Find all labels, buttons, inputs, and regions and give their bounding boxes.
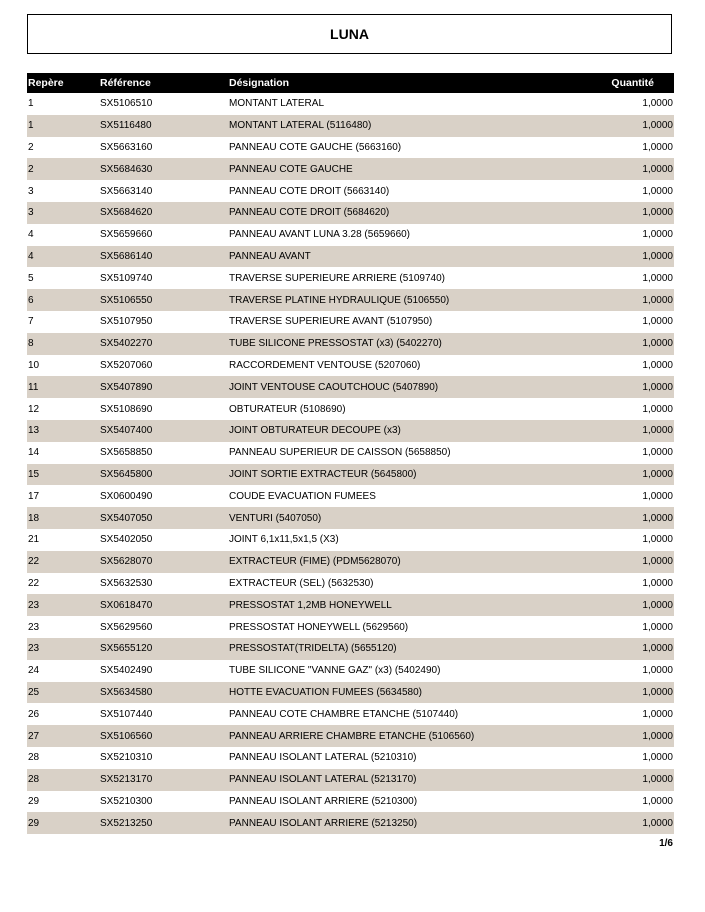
cell-designation: RACCORDEMENT VENTOUSE (5207060) (229, 359, 421, 371)
table-row (27, 747, 674, 769)
cell-quantite: 1,0000 (642, 229, 673, 241)
cell-quantite: 1,0000 (642, 381, 673, 393)
cell-designation: PANNEAU ISOLANT ARRIERE (5210300) (229, 795, 418, 807)
cell-quantite: 1,0000 (642, 163, 673, 175)
cell-quantite: 1,0000 (642, 425, 673, 437)
cell-reference: SX0618470 (100, 599, 153, 611)
cell-designation: TRAVERSE SUPERIEURE AVANT (5107950) (229, 316, 433, 328)
table-row (27, 551, 674, 573)
cell-quantite: 1,0000 (642, 577, 673, 589)
table-row (27, 158, 674, 180)
table-row (27, 376, 674, 398)
cell-reference: SX5686140 (100, 250, 153, 262)
cell-designation: PANNEAU ISOLANT ARRIERE (5213250) (229, 817, 418, 829)
cell-repere: 22 (28, 577, 40, 589)
cell-reference: SX5107440 (100, 708, 153, 720)
cell-reference: SX5655120 (100, 643, 153, 655)
table-header (27, 73, 674, 93)
cell-designation: JOINT 6,1x11,5x1,5 (X3) (229, 534, 339, 546)
table-row (27, 442, 674, 464)
cell-reference: SX5659660 (100, 229, 153, 241)
cell-reference: SX5407050 (100, 512, 153, 524)
cell-quantite: 1,0000 (642, 643, 673, 655)
cell-reference: SX5645800 (100, 468, 153, 480)
cell-repere: 28 (28, 752, 40, 764)
cell-quantite: 1,0000 (642, 556, 673, 568)
cell-quantite: 1,0000 (642, 490, 673, 502)
cell-quantite: 1,0000 (642, 817, 673, 829)
cell-designation: PANNEAU COTE CHAMBRE ETANCHE (5107440) (229, 708, 459, 720)
cell-designation: TRAVERSE SUPERIEURE ARRIERE (5109740) (229, 272, 446, 284)
cell-quantite: 1,0000 (642, 621, 673, 633)
cell-repere: 23 (28, 599, 40, 611)
table-row (27, 398, 674, 420)
table-row (27, 725, 674, 747)
cell-quantite: 1,0000 (642, 534, 673, 546)
cell-repere: 26 (28, 708, 40, 720)
cell-quantite: 1,0000 (642, 359, 673, 371)
table-row (27, 529, 674, 551)
cell-repere: 28 (28, 774, 40, 786)
table-row (27, 616, 674, 638)
cell-reference: SX5213250 (100, 817, 153, 829)
table-row (27, 180, 674, 202)
cell-quantite: 1,0000 (642, 338, 673, 350)
cell-quantite: 1,0000 (642, 120, 673, 132)
document-title-text: LUNA (330, 26, 369, 42)
cell-repere: 29 (28, 795, 40, 807)
cell-designation: HOTTE EVACUATION FUMEES (5634580) (229, 686, 423, 698)
cell-repere: 1 (28, 120, 34, 132)
table-row (27, 812, 674, 834)
cell-repere: 23 (28, 621, 40, 633)
cell-quantite: 1,0000 (642, 752, 673, 764)
table-row (27, 594, 674, 616)
cell-repere: 3 (28, 185, 34, 197)
cell-repere: 2 (28, 163, 34, 175)
cell-reference: SX5108690 (100, 403, 153, 415)
cell-repere: 21 (28, 534, 40, 546)
cell-reference: SX5663160 (100, 141, 153, 153)
cell-repere: 3 (28, 207, 34, 219)
table-row (27, 311, 674, 333)
cell-designation: TUBE SILICONE "VANNE GAZ" (x3) (5402490) (229, 665, 441, 677)
cell-designation: OBTURATEUR (5108690) (229, 403, 346, 415)
cell-reference: SX5109740 (100, 272, 153, 284)
cell-reference: SX5210300 (100, 795, 153, 807)
cell-designation: EXTRACTEUR (FIME) (PDM5628070) (229, 556, 401, 568)
cell-reference: SX0600490 (100, 490, 153, 502)
table-row (27, 224, 674, 246)
cell-reference: SX5106510 (100, 98, 153, 110)
cell-quantite: 1,0000 (642, 316, 673, 328)
header-repere: Repère (28, 77, 64, 89)
cell-repere: 22 (28, 556, 40, 568)
header-designation: Désignation (229, 77, 290, 89)
cell-repere: 7 (28, 316, 34, 328)
cell-designation: PRESSOSTAT(TRIDELTA) (5655120) (229, 643, 397, 655)
cell-quantite: 1,0000 (642, 512, 673, 524)
header-reference: Référence (100, 77, 151, 89)
cell-reference: SX5107950 (100, 316, 153, 328)
cell-quantite: 1,0000 (642, 403, 673, 415)
cell-designation: PANNEAU ISOLANT LATERAL (5210310) (229, 752, 417, 764)
cell-reference: SX5106550 (100, 294, 153, 306)
cell-reference: SX5632530 (100, 577, 153, 589)
cell-quantite: 1,0000 (642, 708, 673, 720)
parts-table (27, 73, 674, 834)
cell-reference: SX5658850 (100, 447, 153, 459)
cell-designation: PANNEAU AVANT LUNA 3.28 (5659660) (229, 229, 411, 241)
cell-designation: PANNEAU SUPERIEUR DE CAISSON (5658850) (229, 447, 451, 459)
cell-reference: SX5106560 (100, 730, 153, 742)
table-row (27, 485, 674, 507)
table-row (27, 246, 674, 268)
document-title (27, 14, 672, 54)
table-row (27, 202, 674, 224)
cell-quantite: 1,0000 (642, 730, 673, 742)
cell-quantite: 1,0000 (642, 468, 673, 480)
cell-designation: PANNEAU AVANT (229, 250, 311, 262)
cell-repere: 5 (28, 272, 34, 284)
table-row (27, 638, 674, 660)
cell-reference: SX5402270 (100, 338, 153, 350)
cell-reference: SX5663140 (100, 185, 153, 197)
cell-reference: SX5402050 (100, 534, 153, 546)
cell-repere: 12 (28, 403, 40, 415)
cell-designation: EXTRACTEUR (SEL) (5632530) (229, 577, 374, 589)
cell-designation: TUBE SILICONE PRESSOSTAT (x3) (5402270) (229, 338, 442, 350)
cell-reference: SX5684630 (100, 163, 153, 175)
cell-reference: SX5628070 (100, 556, 153, 568)
cell-quantite: 1,0000 (642, 141, 673, 153)
cell-reference: SX5213170 (100, 774, 153, 786)
cell-quantite: 1,0000 (642, 795, 673, 807)
cell-reference: SX5634580 (100, 686, 153, 698)
cell-quantite: 1,0000 (642, 207, 673, 219)
cell-designation: PANNEAU ISOLANT LATERAL (5213170) (229, 774, 417, 786)
cell-repere: 8 (28, 338, 34, 350)
cell-reference: SX5407890 (100, 381, 153, 393)
cell-repere: 17 (28, 490, 40, 502)
cell-designation: PANNEAU COTE DROIT (5663140) (229, 185, 390, 197)
cell-designation: JOINT OBTURATEUR DECOUPE (x3) (229, 425, 401, 437)
cell-repere: 18 (28, 512, 40, 524)
cell-designation: MONTANT LATERAL (5116480) (229, 120, 372, 132)
cell-designation: MONTANT LATERAL (229, 98, 325, 110)
cell-designation: PRESSOSTAT HONEYWELL (5629560) (229, 621, 409, 633)
table-row (27, 703, 674, 725)
table-row (27, 289, 674, 311)
cell-designation: PANNEAU COTE DROIT (5684620) (229, 207, 390, 219)
cell-quantite: 1,0000 (642, 447, 673, 459)
cell-repere: 1 (28, 98, 34, 110)
table-row (27, 420, 674, 442)
cell-repere: 29 (28, 817, 40, 829)
cell-repere: 25 (28, 686, 40, 698)
cell-quantite: 1,0000 (642, 686, 673, 698)
cell-repere: 27 (28, 730, 40, 742)
cell-designation: PANNEAU ARRIERE CHAMBRE ETANCHE (5106560) (229, 730, 475, 742)
cell-repere: 4 (28, 250, 34, 262)
table-row (27, 682, 674, 704)
cell-repere: 15 (28, 468, 40, 480)
cell-repere: 11 (28, 381, 39, 393)
table-row (27, 464, 674, 486)
table-row (27, 355, 674, 377)
cell-designation: COUDE EVACUATION FUMEES (229, 490, 376, 502)
cell-quantite: 1,0000 (642, 185, 673, 197)
page-number: 1/6 (659, 838, 673, 849)
cell-designation: JOINT VENTOUSE CAOUTCHOUC (5407890) (229, 381, 439, 393)
cell-designation: PANNEAU COTE GAUCHE (229, 163, 353, 175)
cell-repere: 10 (28, 359, 40, 371)
cell-reference: SX5629560 (100, 621, 153, 633)
table-row (27, 115, 674, 137)
cell-designation: TRAVERSE PLATINE HYDRAULIQUE (5106550) (229, 294, 450, 306)
cell-quantite: 1,0000 (642, 250, 673, 262)
cell-quantite: 1,0000 (642, 774, 673, 786)
cell-designation: PANNEAU COTE GAUCHE (5663160) (229, 141, 402, 153)
cell-designation: JOINT SORTIE EXTRACTEUR (5645800) (229, 468, 417, 480)
cell-repere: 6 (28, 294, 34, 306)
table-row (27, 660, 674, 682)
header-quantite: Quantité (611, 77, 654, 89)
cell-quantite: 1,0000 (642, 599, 673, 611)
cell-quantite: 1,0000 (642, 665, 673, 677)
cell-repere: 13 (28, 425, 40, 437)
table-row (27, 791, 674, 813)
cell-quantite: 1,0000 (642, 98, 673, 110)
cell-designation: VENTURI (5407050) (229, 512, 322, 524)
table-row (27, 137, 674, 159)
cell-repere: 14 (28, 447, 40, 459)
cell-designation: PRESSOSTAT 1,2MB HONEYWELL (229, 599, 392, 611)
cell-reference: SX5407400 (100, 425, 153, 437)
cell-repere: 2 (28, 141, 34, 153)
cell-repere: 24 (28, 665, 40, 677)
cell-reference: SX5684620 (100, 207, 153, 219)
table-row (27, 573, 674, 595)
cell-quantite: 1,0000 (642, 294, 673, 306)
cell-reference: SX5210310 (100, 752, 153, 764)
cell-reference: SX5207060 (100, 359, 153, 371)
cell-repere: 4 (28, 229, 34, 241)
table-row (27, 769, 674, 791)
table-body (27, 93, 674, 834)
table-row (27, 93, 674, 115)
table-row (27, 507, 674, 529)
cell-repere: 23 (28, 643, 40, 655)
cell-reference: SX5402490 (100, 665, 153, 677)
cell-reference: SX5116480 (100, 120, 152, 132)
cell-quantite: 1,0000 (642, 272, 673, 284)
table-row (27, 333, 674, 355)
table-row (27, 267, 674, 289)
